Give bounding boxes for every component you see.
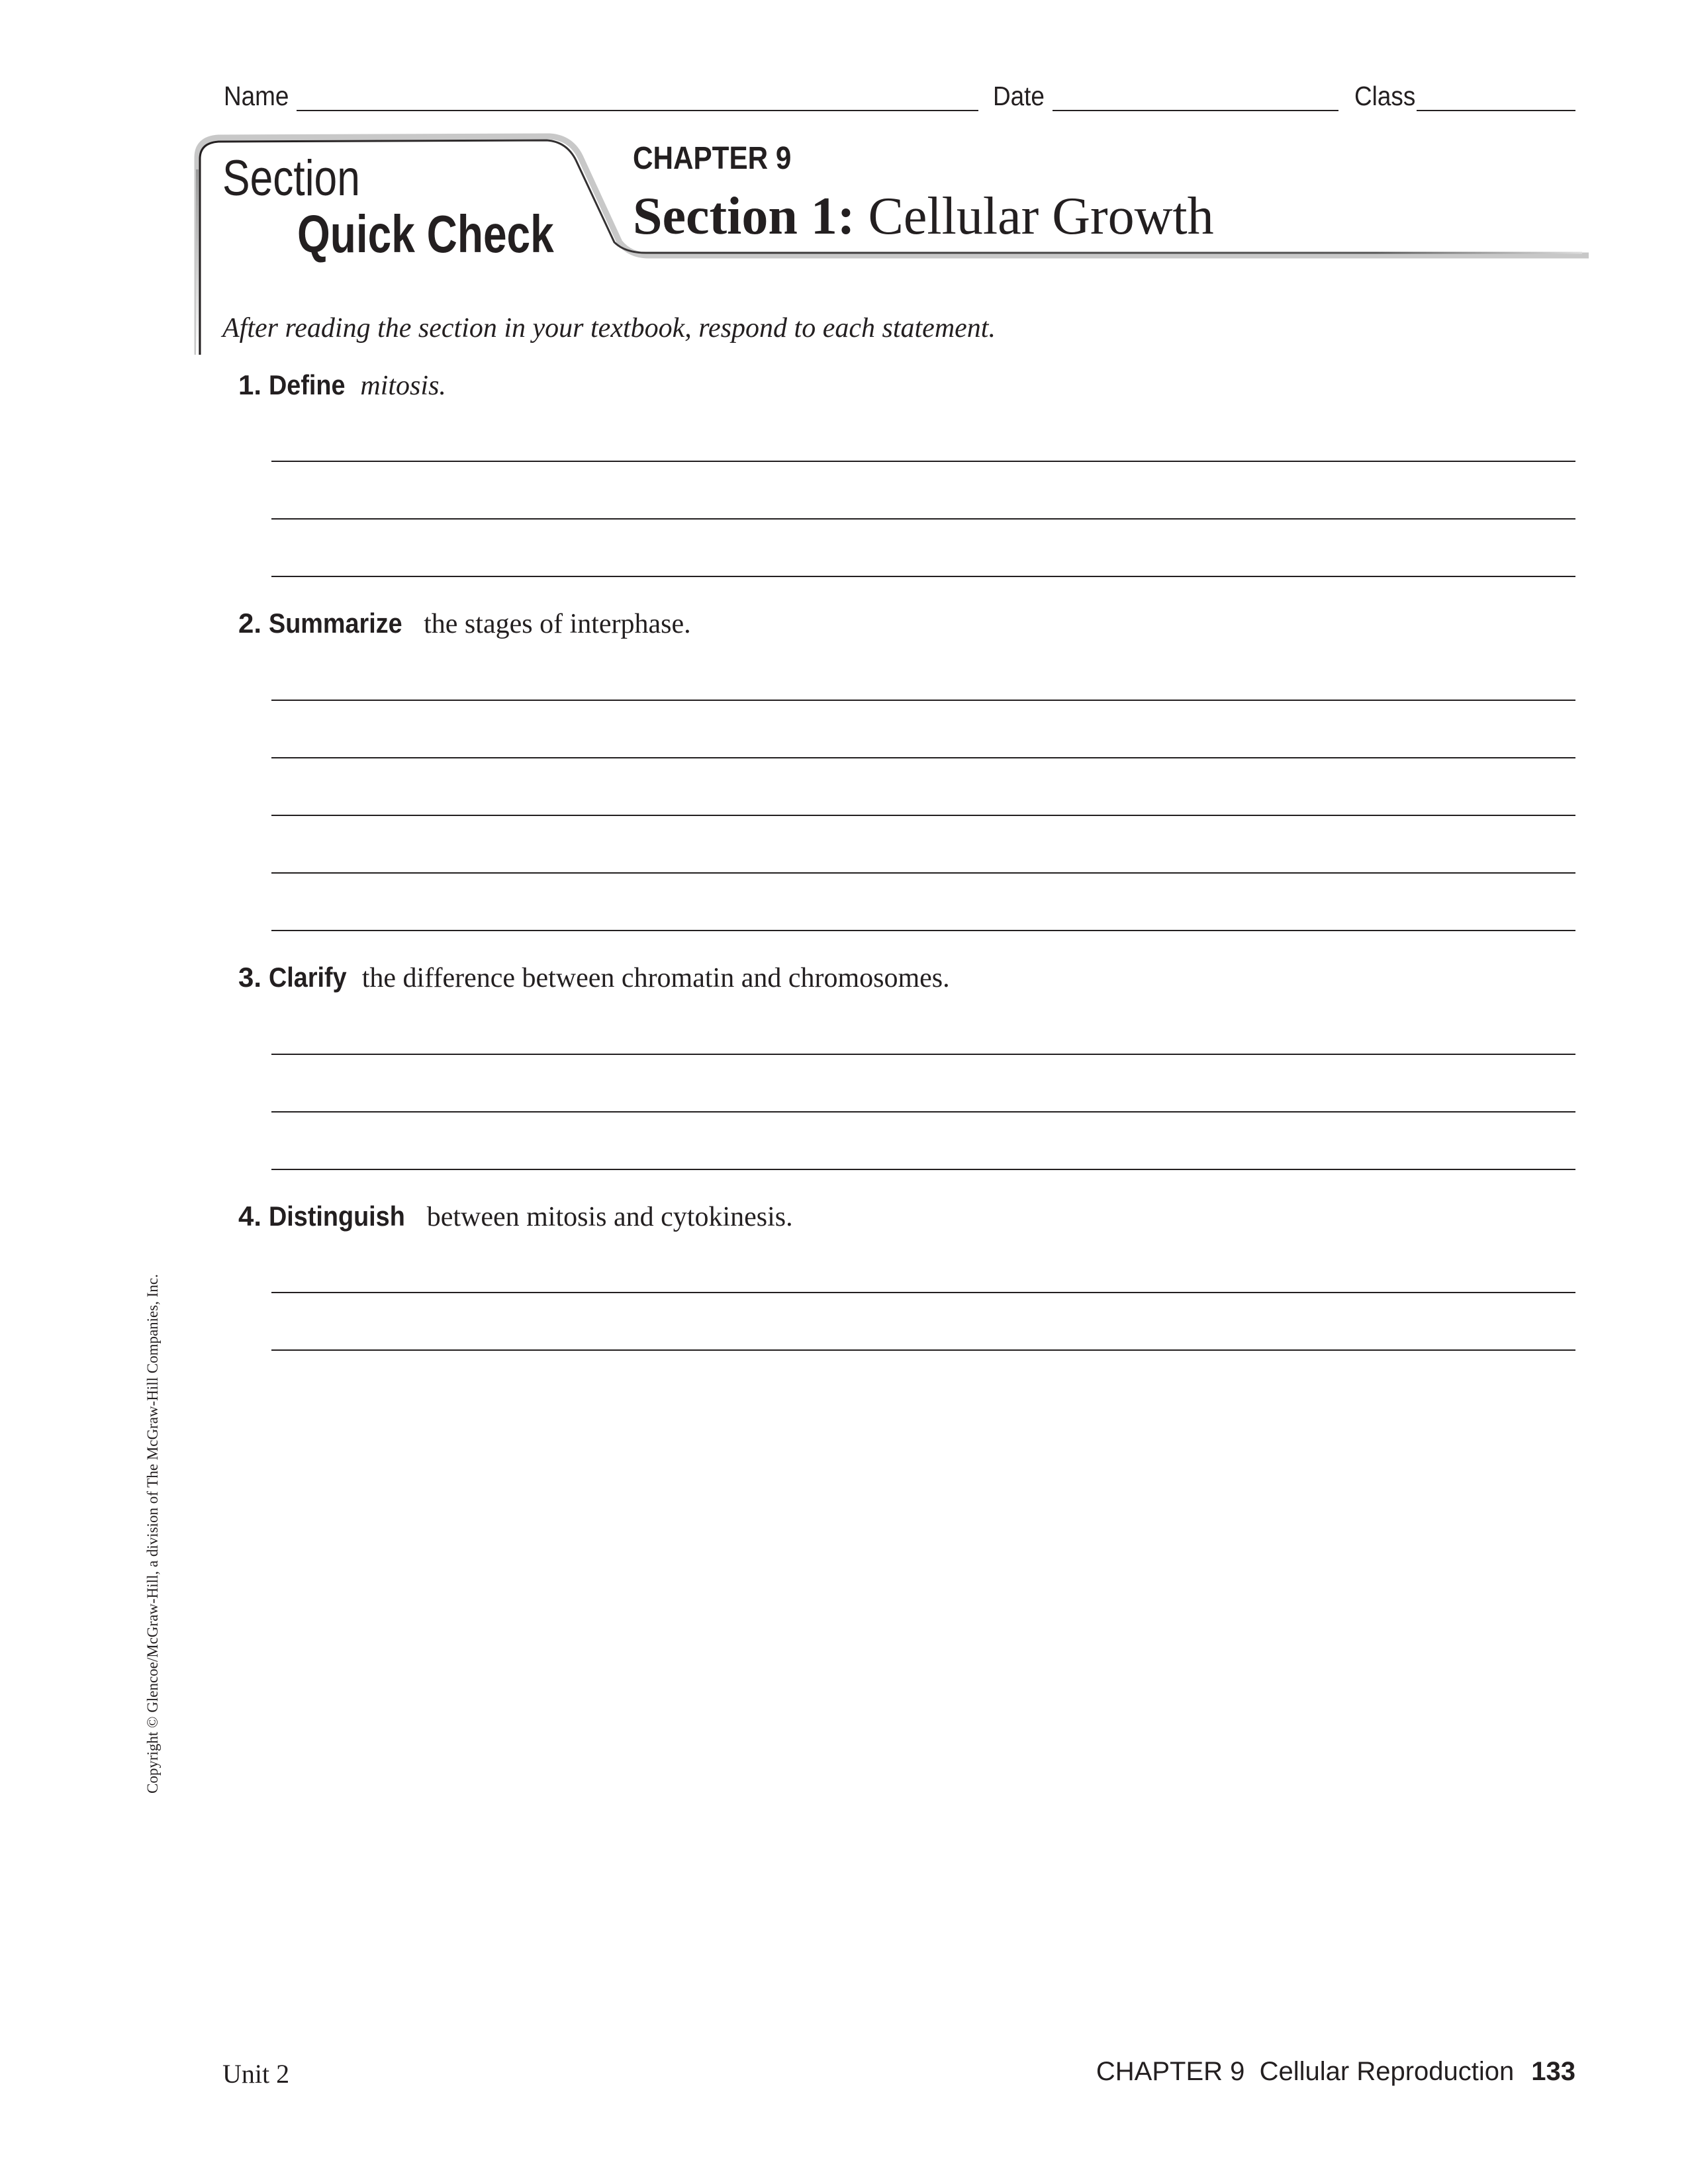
page-title [633,187,1214,247]
question-1 [238,369,446,402]
question-text: mitosis. [360,371,446,401]
answer-line[interactable] [271,1292,1575,1293]
answer-line[interactable] [271,930,1575,931]
chapter-label: CHAPTER 9 [633,141,792,176]
class-field[interactable] [1417,110,1575,111]
tab-section-label: Section [222,150,360,206]
question-number: 4. [238,1201,262,1232]
question-number: 2. [238,608,262,639]
footer-unit: Unit 2 [222,2059,290,2089]
question-4 [238,1201,793,1233]
question-2 [238,608,691,640]
answer-line[interactable] [271,1054,1575,1055]
question-keyword: Define [268,369,346,400]
footer-chapter-title: CHAPTER 9 Cellular Reproduction [1096,2057,1515,2086]
title-topic: Cellular Growth [868,187,1214,246]
class-label: Class [1354,81,1416,111]
name-field[interactable] [297,110,978,111]
date-label: Date [993,81,1045,111]
question-number: 3. [238,962,262,993]
question-text: the difference between chromatin and chromosomes. [361,963,950,993]
answer-line[interactable] [271,1111,1575,1113]
answer-line[interactable] [271,815,1575,816]
question-keyword: Summarize [268,608,402,639]
answer-line[interactable] [271,872,1575,874]
answer-line[interactable] [271,700,1575,701]
name-label: Name [224,81,289,111]
question-number: 1. [238,369,262,400]
answer-line[interactable] [271,461,1575,462]
page-number: 133 [1531,2057,1575,2086]
answer-line[interactable] [271,1169,1575,1170]
title-section-number: Section 1: [633,187,855,246]
answer-line[interactable] [271,1349,1575,1351]
question-text: the stages of interphase. [424,609,691,639]
question-keyword: Clarify [268,962,347,993]
answer-line[interactable] [271,757,1575,758]
answer-line[interactable] [271,576,1575,577]
question-3 [238,962,950,994]
tab-quick-check-label: Quick Check [297,205,554,263]
question-keyword: Distinguish [268,1201,405,1232]
footer-chapter [1096,2057,1575,2087]
copyright-notice: Copyright © Glencoe/McGraw-Hill, a division of The McGraw-Hill Companies, Inc. [144,1274,161,1794]
answer-line[interactable] [271,518,1575,520]
instructions: After reading the section in your textbook, respond to each statement. [222,313,996,343]
date-field[interactable] [1053,110,1338,111]
question-text: between mitosis and cytokinesis. [426,1202,793,1232]
